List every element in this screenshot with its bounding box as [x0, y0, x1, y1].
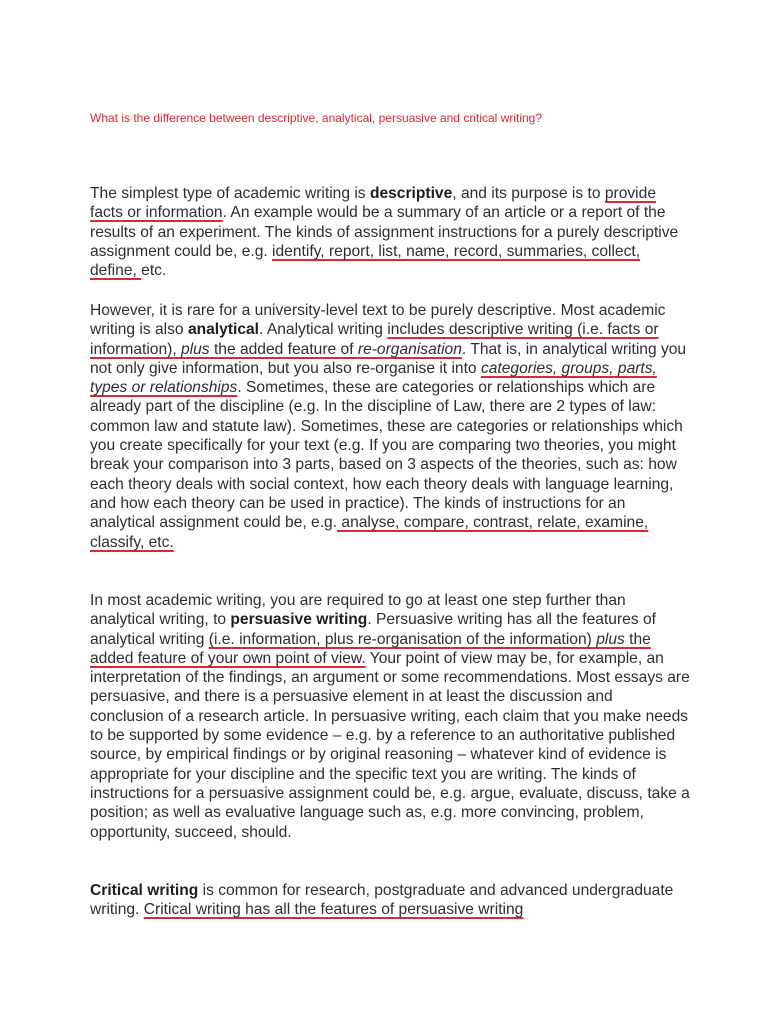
paragraph-analytical: [90, 301, 690, 552]
text-run: In most academic writing, you are required to go at least one step further than analytical writing, to: [90, 592, 626, 629]
text-run: etc.: [141, 262, 167, 280]
question-heading: What is the difference between descriptive, analytical, persuasive and critical writing?: [90, 111, 543, 125]
text-run: (i.e. information, plus re-organisation of the information): [208, 630, 597, 648]
paragraph-critical: [90, 881, 690, 920]
term-analytical: analytical: [187, 321, 260, 339]
text-run: Your point of view may be, for example, an interpretation of the findings, an argument or some recommendations. Most essays are persuasive, and there is a persuasive element in at least the discussion and conclusion of a research article. In persuasive writing, each claim that you make needs to be supported by some evidence – e.g. by a reference to an authoritative published source, by empirical findings or by original reasoning – whatever kind of evidence is appropriate for your discipline and the specific text you are writing. The kinds of instructions for a persuasive assignment could be, e.g. argue, evaluate, discuss, take a position; as well as evaluative language such as, e.g. more convincing, problem, opportunity, succeed, should.: [90, 649, 690, 841]
text-run: , and its purpose is to: [452, 185, 605, 202]
underlined-phrase: identify, report, list, name, record, summaries, collect, define,: [90, 242, 641, 280]
text-run: . An example would be a summary of an article or a report of the results of an experiment. The kinds of assignment instructions for a purely descriptive assignment could be, e.g.: [90, 204, 679, 260]
italic-run: plus: [181, 340, 210, 358]
underlined-phrase: provide facts or information: [90, 185, 656, 222]
text-run: . Sometimes, these are categories or relationships which are already part of the discipline (e.g. In the discipline of Law, there are 2 types of law: common law and statute law). Sometimes, these are categories or relationships which you create specifically for your text (e.g. If you are comparing two theories, you might break your comparison into 3 parts, based on 3 aspects of the theories, such as: how each theory deals with social context, how each theory deals with language learning, and how each theory can be used in practice). The kinds of instructions for an analytical assignment could be, e.g.: [90, 379, 683, 532]
term-descriptive: descriptive: [369, 185, 453, 202]
paragraph-persuasive: [90, 591, 690, 842]
text-run: the added feature of: [209, 340, 358, 358]
paragraph-descriptive: [90, 184, 690, 280]
text-run: is common for research, postgraduate and advanced undergraduate writing.: [90, 882, 674, 919]
text-run: . Analytical writing: [259, 321, 388, 339]
italic-run: re-organisation: [357, 340, 462, 358]
term-persuasive-writing: persuasive writing: [230, 611, 368, 629]
text-run: The simplest type of academic writing is: [90, 185, 370, 202]
text-run: includes descriptive writing (i.e. facts or information),: [90, 321, 659, 358]
underlined-phrase: analyse, compare, contrast, relate, examine, classify, etc.: [90, 514, 649, 551]
text-run: . Persuasive writing has all the features of analytical writing: [90, 611, 656, 648]
text-run: the added feature of your own point of view.: [90, 630, 651, 667]
term-critical-writing: Critical writing: [90, 882, 199, 899]
italic-run: plus: [596, 630, 625, 648]
text-run: . That is, in analytical writing you not only give information, but you also re-organise it into: [90, 340, 687, 377]
underlined-phrase: Critical writing has all the features of persuasive writing: [143, 901, 524, 919]
underlined-phrase: categories, groups, parts, types or relationships: [90, 359, 657, 397]
text-run: However, it is rare for a university-level text to be purely descriptive. Most academic writing is also: [90, 302, 666, 339]
